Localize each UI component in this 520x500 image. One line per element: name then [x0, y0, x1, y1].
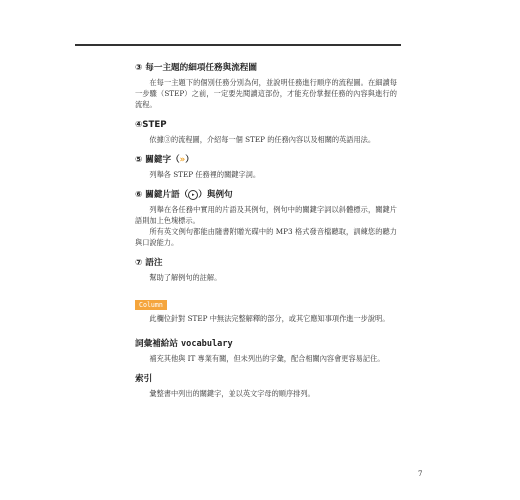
section-task-flowchart [135, 62, 397, 110]
section-heading: ⑤ 關鍵字（»） [135, 155, 194, 165]
section-heading: ④STEP [135, 120, 167, 130]
section-heading: ⑥ 關鍵片語（ ▸ ）與例句 [135, 190, 233, 200]
section-notes [135, 257, 397, 283]
section-body: 彙整書中列出的關鍵字，並以英文字母的順序排列。 [149, 389, 315, 398]
page-content [135, 62, 397, 408]
section-body: 依據③的流程圖，介紹每一個 STEP 的任務內容以及相關的英語用法。 [149, 135, 376, 144]
section-body: 在每一主題下的個別任務分別為何，並說明任務進行順序的流程圖。在細讀每一步驟（STEP）之前，一定要先閱讀這部份，才能充份掌握任務的內容與進行的流程。 [135, 78, 397, 109]
page-number: 7 [418, 470, 423, 478]
section-body-2: 所有英文例句都能由隨書附贈光碟中的 MP3 格式發音檔聽取，訓練您的聽力與口說能力。 [135, 227, 397, 247]
section-vocabulary [135, 338, 397, 364]
section-heading: ③ 每一主題的細項任務與流程圖 [135, 63, 257, 73]
column-tag: Column [135, 300, 167, 310]
section-step [135, 119, 397, 145]
section-body: 列舉各 STEP 任務裡的關鍵字詞。 [149, 170, 261, 179]
keyword-mark-icon: » [179, 155, 186, 165]
section-body: 補充其他與 IT 專業有關，但未列出的字彙，配合相關內容會更容易記住。 [149, 354, 385, 363]
section-body: 幫助了解例句的註解。 [149, 273, 222, 282]
section-phrases [135, 189, 397, 248]
section-body: 此欄位針對 STEP 中無法完整解釋的部分，或其它應知事項作進一步說明。 [149, 314, 390, 323]
top-rule [75, 44, 401, 46]
section-body: 列舉在各任務中實用的片語及其例句，例句中的關鍵字詞以斜體標示，關鍵片語則加上色塊標示。 [135, 205, 397, 225]
section-heading: 詞彙補給站 vocabulary [135, 339, 233, 349]
section-heading: 索引 [135, 374, 153, 384]
section-column [135, 292, 397, 324]
section-heading: ⑦ 語注 [135, 258, 163, 268]
section-keywords [135, 154, 397, 180]
section-index [135, 373, 397, 399]
play-icon: ▸ [188, 190, 198, 200]
